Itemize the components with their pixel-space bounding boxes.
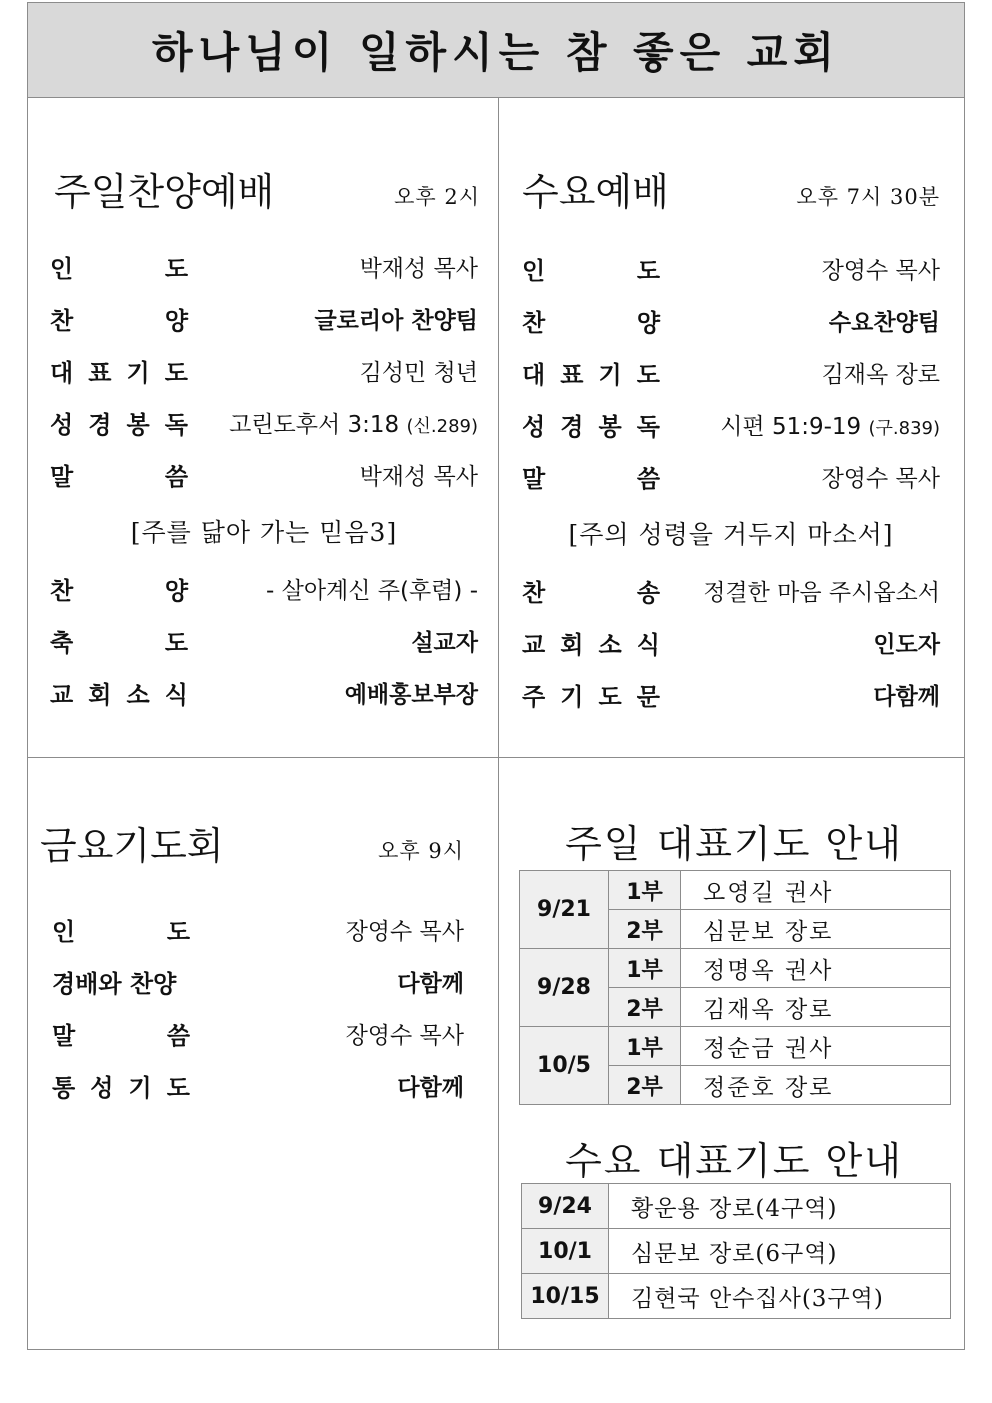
sunday-prayer-part: 1부: [609, 949, 681, 988]
friday-prayer-title: 금요기도회: [40, 824, 224, 868]
sunday-order-row-label-char: 회: [88, 680, 112, 709]
friday-order-row-value-text: 장영수 목사: [345, 1022, 464, 1049]
sunday-order-row-label-char: 축: [50, 628, 74, 657]
wednesday-order-row-value-text: 정결한 마음 주시옵소서: [703, 579, 940, 606]
friday-order-row-label-char: 도: [166, 1073, 190, 1102]
friday-order-row-value: [190, 1017, 464, 1050]
sunday-order-row: [50, 292, 478, 344]
wednesday-order-row-label-char: 소: [598, 630, 622, 659]
bulletin-frame: [27, 2, 965, 1350]
sunday-order-row-value-text: 설교자: [411, 629, 478, 656]
wednesday-service-time: 오후 7시 30분: [796, 185, 940, 209]
wednesday-order-row-label-char: 씀: [636, 464, 660, 493]
wednesday-order-row: [522, 242, 940, 294]
wednesday-order-row-label-char: 인: [522, 256, 546, 285]
wednesday-order-row-label-char: 송: [636, 578, 660, 607]
sunday-order-row: [50, 448, 478, 500]
sunday-order-row-value-text: 고린도후서 3:18: [229, 411, 400, 438]
sunday-order-row-label-char: 성: [50, 410, 74, 439]
wednesday-order-row-label: [522, 355, 660, 390]
sunday-order-row-value-text: 박재성 목사: [359, 255, 478, 282]
wednesday-order-row-label: [522, 407, 660, 442]
sunday-service: [50, 161, 478, 718]
sunday-order-row-label: [50, 623, 188, 658]
wednesday-prayer-guide-title: 수요 대표기도 안내: [565, 1139, 903, 1183]
sunday-order-row-value-text: 글로리아 찬양팀: [314, 307, 478, 334]
sunday-service-head: [50, 161, 478, 221]
sunday-order-row: [50, 614, 478, 666]
column-divider: [498, 98, 499, 1350]
wednesday-order-row-value: [660, 678, 940, 711]
wednesday-order-row-label-char: 교: [522, 630, 546, 659]
sunday-prayer-part: 1부: [609, 871, 681, 910]
sunday-service-title: 주일찬양예배: [54, 170, 275, 214]
sunday-order-row: [50, 240, 478, 292]
wednesday-order-row: [522, 294, 940, 346]
sunday-order-row-label: [50, 457, 188, 492]
wednesday-order-row-label-char: 식: [636, 630, 660, 659]
wednesday-order-row-value: [660, 252, 940, 285]
sunday-order-row-value: [188, 624, 478, 657]
friday-order-row-label: [52, 1016, 190, 1051]
sunday-order-row-value: [188, 250, 478, 283]
wednesday-order-row-label: [522, 251, 660, 286]
sunday-order-row-label-char: 말: [50, 462, 74, 491]
friday-order-row-label-char: 도: [166, 917, 190, 946]
friday-order-row: [52, 955, 464, 1007]
sunday-prayer-row: [520, 871, 951, 910]
wednesday-order-row: [522, 450, 940, 502]
wednesday-prayer-date: 10/1: [522, 1229, 609, 1274]
sunday-prayer-part: 2부: [609, 988, 681, 1027]
sunday-prayer-row: [520, 1027, 951, 1066]
sunday-order-row-label-char: 교: [50, 680, 74, 709]
sunday-prayer-name: 정준호 장로: [681, 1066, 951, 1105]
sunday-prayer-date: 10/5: [520, 1027, 609, 1105]
wednesday-prayer-row: [522, 1184, 951, 1229]
wednesday-order-row-label-char: 회: [560, 630, 584, 659]
sunday-order-row-value-note: (신.289): [406, 415, 478, 437]
sunday-order-row-label-char: 찬: [50, 306, 74, 335]
sunday-order-row-label-char: 도: [164, 254, 188, 283]
friday-prayer-time: 오후 9시: [378, 839, 464, 863]
wednesday-service: [522, 161, 940, 720]
sunday-order-row-label-char: 인: [50, 254, 74, 283]
wednesday-order-row-label: [522, 625, 660, 660]
wednesday-prayer-name: 김현국 안수집사(3구역): [609, 1274, 951, 1319]
friday-order-row-value: [190, 913, 464, 946]
wednesday-order-row-label: [522, 573, 660, 608]
sunday-prayer-date: 9/21: [520, 871, 609, 949]
friday-order-row-label-char: 말: [52, 1021, 76, 1050]
wednesday-order-row: [522, 346, 940, 398]
wednesday-order-row-label-char: 도: [598, 682, 622, 711]
sunday-order-row-value: [188, 354, 478, 387]
sunday-order-row-value: [188, 458, 478, 491]
sunday-prayer-name: 오영길 권사: [681, 871, 951, 910]
wednesday-service-title: 수요예배: [522, 170, 669, 214]
wednesday-prayer-row: [522, 1229, 951, 1274]
sunday-prayer-row: [520, 949, 951, 988]
wednesday-service-head: [522, 161, 940, 221]
wednesday-order-row-label-char: 경: [560, 412, 584, 441]
wednesday-order-list-2: [522, 564, 940, 720]
wednesday-order-row-label-char: 찬: [522, 578, 546, 607]
wednesday-order-row-value-text: 김재옥 장로: [821, 361, 940, 388]
wednesday-prayer-table: [521, 1183, 951, 1319]
sunday-prayer-table: [519, 870, 951, 1105]
wednesday-order-row-label-char: 문: [636, 682, 660, 711]
wednesday-order-row: [522, 668, 940, 720]
sunday-order-row-label-char: 양: [164, 576, 188, 605]
friday-order-row-label-char: 경배와 찬양: [52, 969, 177, 998]
sunday-order-row-value: [188, 572, 478, 605]
friday-order-row-label-char: 인: [52, 917, 76, 946]
sunday-order-row-value-text: 박재성 목사: [359, 463, 478, 490]
sunday-order-row-label-char: 봉: [126, 410, 150, 439]
sunday-order-row-label-char: 경: [88, 410, 112, 439]
wednesday-order-row: [522, 616, 940, 668]
wednesday-order-row-label-char: 독: [636, 412, 660, 441]
friday-order-row-value: [190, 1069, 464, 1102]
friday-order-row-label: [52, 1068, 190, 1103]
sunday-order-row: [50, 562, 478, 614]
sunday-order-row-value-text: 예배홍보부장: [344, 681, 478, 708]
wednesday-sermon-title: [주의 성령을 거두지 마소서]: [568, 520, 894, 549]
wednesday-order-row-value-text: 인도자: [873, 631, 940, 658]
sunday-order-row-value-text: 김성민 청년: [359, 359, 478, 386]
sunday-service-time: 오후 2시: [394, 185, 480, 209]
sunday-order-row-label-char: 대: [50, 358, 74, 387]
friday-order-row-label: [52, 964, 190, 999]
wednesday-order-row-value: [660, 304, 940, 337]
friday-prayer-head: [40, 815, 464, 875]
sunday-order-row: [50, 344, 478, 396]
wednesday-order-row-label-char: 말: [522, 464, 546, 493]
sunday-order-row-label: [50, 675, 188, 710]
sunday-order-list-2: [50, 562, 478, 718]
wednesday-order-row-label-char: 도: [636, 360, 660, 389]
wednesday-order-row-label-char: 양: [636, 308, 660, 337]
friday-order-row-label-char: 기: [128, 1073, 152, 1102]
sunday-order-row-label-char: 독: [164, 410, 188, 439]
sunday-order-row-label: [50, 301, 188, 336]
header-bar: [28, 3, 964, 98]
wednesday-order-row-label-char: 대: [522, 360, 546, 389]
sunday-order-row: [50, 396, 478, 448]
sunday-order-list-1: [50, 240, 478, 500]
sunday-order-row-label-char: 도: [164, 358, 188, 387]
sunday-order-row-value: [188, 406, 478, 439]
wednesday-order-row-label-char: 기: [560, 682, 584, 711]
sunday-prayer-date: 9/28: [520, 949, 609, 1027]
friday-prayer-meeting: [40, 815, 464, 1111]
friday-order-row: [52, 903, 464, 955]
page-title: 하나님이 일하시는 참 좋은 교회: [152, 28, 840, 77]
sunday-order-row-value: [188, 676, 478, 709]
wednesday-prayer-date: 10/15: [522, 1274, 609, 1319]
friday-order-row-label-char: 통: [52, 1073, 76, 1102]
sunday-order-row-value-text: - 살아계신 주(후렴) -: [265, 577, 478, 604]
wednesday-order-row: [522, 398, 940, 450]
wednesday-order-row-value: [660, 460, 940, 493]
sunday-order-row-label: [50, 571, 188, 606]
sunday-order-row-label-char: 도: [164, 628, 188, 657]
wednesday-order-row-label: [522, 677, 660, 712]
sunday-prayer-part: 1부: [609, 1027, 681, 1066]
sunday-prayer-part: 2부: [609, 910, 681, 949]
sunday-sermon-title: [주를 닮아 가는 믿음3]: [130, 518, 398, 547]
sunday-order-row-label-char: 소: [126, 680, 150, 709]
wednesday-order-row-value-text: 장영수 목사: [821, 257, 940, 284]
wednesday-order-row-label-char: 찬: [522, 308, 546, 337]
friday-order-row-value-text: 다함께: [397, 1074, 464, 1101]
sunday-order-row-label-char: 표: [88, 358, 112, 387]
sunday-prayer-guide-title: 주일 대표기도 안내: [565, 822, 903, 866]
sunday-order-row-value: [188, 302, 478, 335]
friday-order-row-value: [190, 965, 464, 998]
sunday-prayer-part: 2부: [609, 1066, 681, 1105]
sunday-order-row-label: [50, 353, 188, 388]
sunday-order-row-label: [50, 249, 188, 284]
sunday-order-row-label: [50, 405, 188, 440]
sunday-order-row: [50, 666, 478, 718]
wednesday-prayer-date: 9/24: [522, 1184, 609, 1229]
wednesday-order-row-label: [522, 303, 660, 338]
wednesday-prayer-name: 황운용 장로(4구역): [609, 1184, 951, 1229]
wednesday-order-row-value: [660, 574, 940, 607]
sunday-order-row-label-char: 씀: [164, 462, 188, 491]
wednesday-order-row-label-char: 성: [522, 412, 546, 441]
sunday-prayer-name: 정순금 권사: [681, 1027, 951, 1066]
wednesday-order-list-1: [522, 242, 940, 502]
friday-order-row-label-char: 성: [90, 1073, 114, 1102]
wednesday-order-row-label-char: 도: [636, 256, 660, 285]
friday-order-row-value-text: 다함께: [397, 970, 464, 997]
sunday-order-row-label-char: 찬: [50, 576, 74, 605]
sunday-prayer-name: 정명옥 권사: [681, 949, 951, 988]
wednesday-order-row-label: [522, 459, 660, 494]
sunday-order-row-label-char: 양: [164, 306, 188, 335]
friday-order-list: [40, 903, 464, 1111]
sunday-order-row-label-char: 식: [164, 680, 188, 709]
wednesday-order-row-label-char: 봉: [598, 412, 622, 441]
wednesday-order-row-label-char: 기: [598, 360, 622, 389]
wednesday-order-row: [522, 564, 940, 616]
sunday-prayer-name: 김재옥 장로: [681, 988, 951, 1027]
friday-order-row: [52, 1007, 464, 1059]
wednesday-order-row-label-char: 표: [560, 360, 584, 389]
wednesday-order-row-value: [660, 356, 940, 389]
wednesday-order-row-value-text: 장영수 목사: [821, 465, 940, 492]
row-divider: [28, 757, 964, 758]
wednesday-prayer-name: 심문보 장로(6구역): [609, 1229, 951, 1274]
wednesday-order-row-value: [660, 626, 940, 659]
wednesday-order-row-value-note: (구.839): [868, 417, 940, 439]
sunday-prayer-name: 심문보 장로: [681, 910, 951, 949]
wednesday-prayer-row: [522, 1274, 951, 1319]
sunday-order-row-label-char: 기: [126, 358, 150, 387]
wednesday-order-row-value-text: 다함께: [873, 683, 940, 710]
friday-order-row-value-text: 장영수 목사: [345, 918, 464, 945]
friday-order-row-label: [52, 912, 190, 947]
wednesday-order-row-value-text: 시편 51:9-19: [720, 413, 862, 440]
friday-order-row-label-char: 씀: [166, 1021, 190, 1050]
friday-order-row: [52, 1059, 464, 1111]
wednesday-order-row-value: [660, 408, 940, 441]
wednesday-order-row-value-text: 수요찬양팀: [828, 309, 940, 336]
wednesday-order-row-label-char: 주: [522, 682, 546, 711]
